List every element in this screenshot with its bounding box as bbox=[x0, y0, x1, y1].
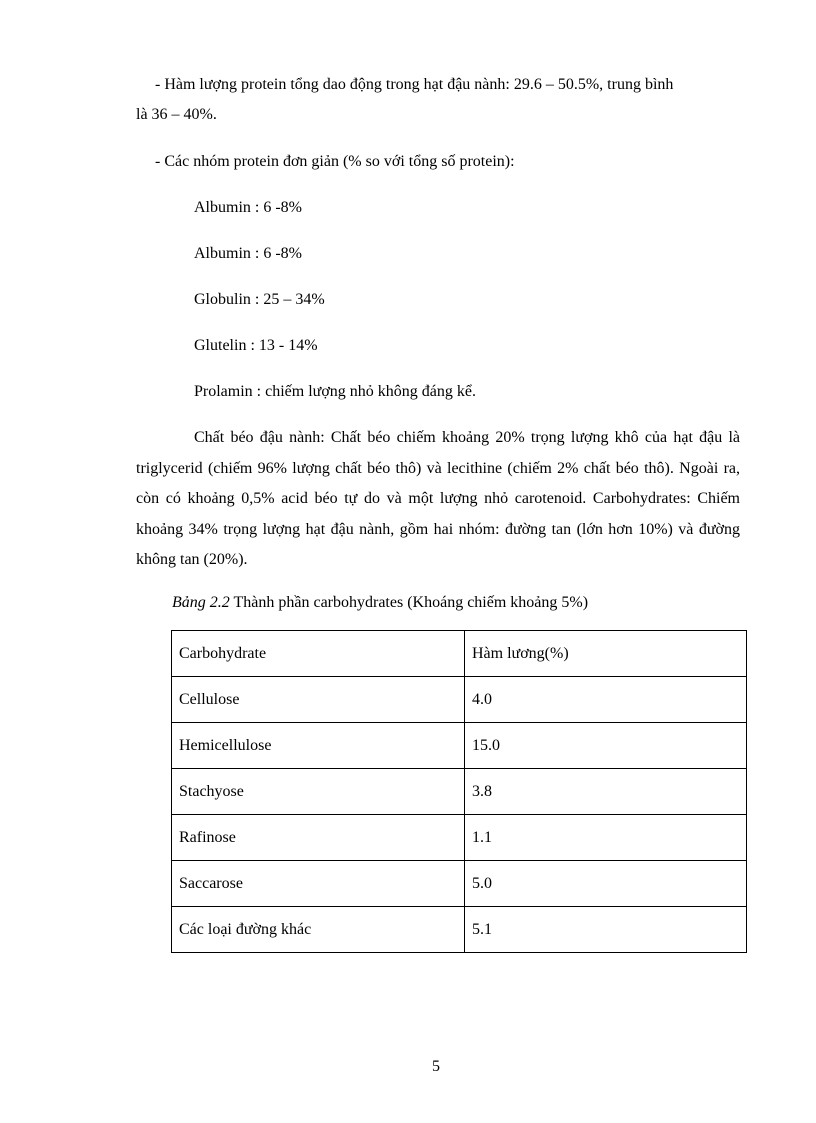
table-row bbox=[172, 815, 747, 861]
table-cell-value: 4.0 bbox=[465, 677, 747, 723]
table-row bbox=[172, 861, 747, 907]
table-cell-name: Hemicellulose bbox=[172, 723, 465, 769]
protein-group-item: Albumin : 6 -8% bbox=[194, 199, 302, 216]
protein-group-item: Glutelin : 13 - 14% bbox=[194, 337, 318, 354]
table-cell-value: 5.0 bbox=[465, 861, 747, 907]
table-header-cell: Carbohydrate bbox=[172, 631, 465, 677]
page-number: 5 bbox=[432, 1058, 440, 1075]
table-cell-name: Saccarose bbox=[172, 861, 465, 907]
bullet-protein-content-cont: là 36 – 40%. bbox=[136, 106, 217, 123]
table-row bbox=[172, 769, 747, 815]
table-header-row bbox=[172, 631, 747, 677]
table-cell-value: 3.8 bbox=[465, 769, 747, 815]
protein-group-item: Prolamin : chiếm lượng nhỏ không đáng kể. bbox=[194, 383, 476, 400]
table-caption bbox=[172, 594, 588, 612]
table-row bbox=[172, 907, 747, 953]
table-row bbox=[172, 723, 747, 769]
table-cell-name: Rafinose bbox=[172, 815, 465, 861]
bullet-protein-content: - Hàm lượng protein tổng dao động trong hạt đậu nành: 29.6 – 50.5%, trung bình bbox=[155, 76, 674, 93]
table-caption-text: Thành phần carbohydrates (Khoáng chiếm khoảng 5%) bbox=[229, 594, 589, 611]
table-cell-value: 1.1 bbox=[465, 815, 747, 861]
table-cell-value: 15.0 bbox=[465, 723, 747, 769]
table-cell-name: Các loại đường khác bbox=[172, 907, 465, 953]
carbohydrate-table bbox=[171, 630, 747, 953]
table-cell-value: 5.1 bbox=[465, 907, 747, 953]
bullet-protein-groups: - Các nhóm protein đơn giản (% so với tổng số protein): bbox=[155, 153, 515, 170]
protein-group-item: Albumin : 6 -8% bbox=[194, 245, 302, 262]
fat-carbohydrate-paragraph bbox=[136, 423, 740, 576]
table-header-cell: Hàm lương(%) bbox=[465, 631, 747, 677]
table-caption-label: Bảng 2.2 bbox=[172, 594, 230, 611]
paragraph-text: Chất béo đậu nành: Chất béo chiếm khoảng 20% trọng lượng khô của hạt đậu là triglycerid (chiếm 96% lượng chất béo thô) và lecithine (chiếm 2% chất béo thô). Ngoài ra, còn có khoảng 0,5% acid béo tự do và một lượng nhỏ carotenoid. Carbohydrates: Chiếm khoảng 34% trọng lượng hạt đậu nành, gồm hai nhóm: đường tan (lớn hơn 10%) và đường không tan (20%). bbox=[136, 429, 740, 568]
table-row bbox=[172, 677, 747, 723]
table-cell-name: Cellulose bbox=[172, 677, 465, 723]
table-cell-name: Stachyose bbox=[172, 769, 465, 815]
protein-group-item: Globulin : 25 – 34% bbox=[194, 291, 325, 308]
